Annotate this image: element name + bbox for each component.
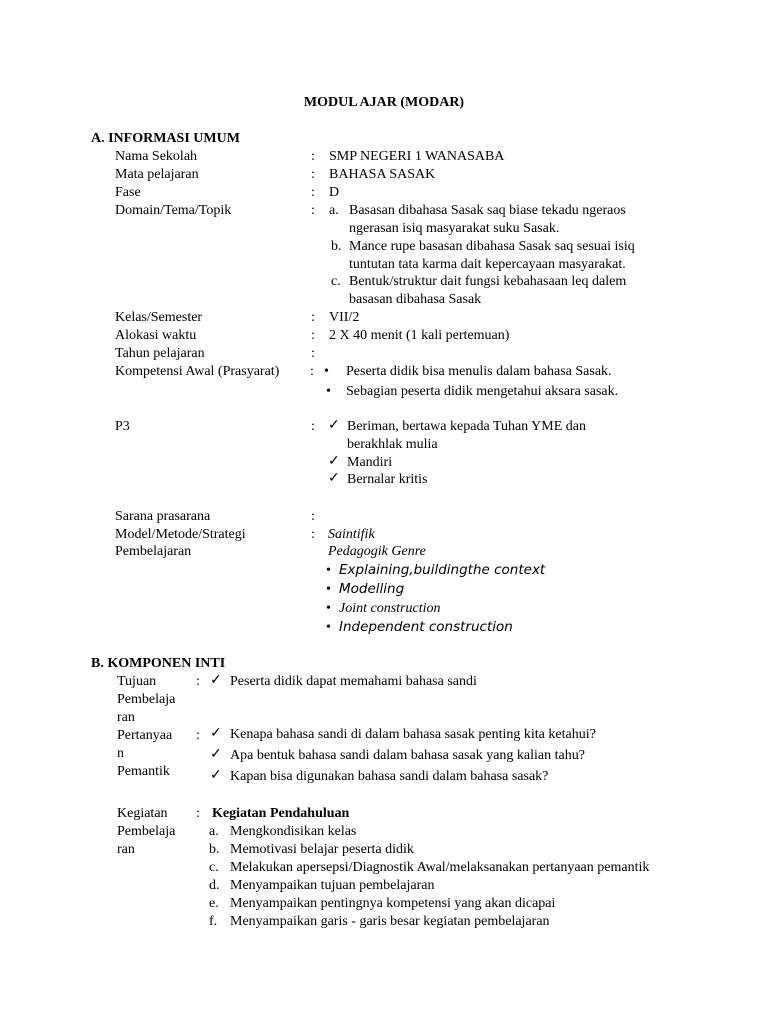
section-b-heading: B. KOMPONEN INTI: [91, 656, 226, 671]
field-label: Pembelaja: [117, 692, 176, 707]
field-label: Sarana prasarana: [115, 509, 211, 524]
list-item-text: Modelling: [339, 581, 405, 597]
colon: :: [311, 185, 315, 200]
list-marker: e.: [209, 896, 219, 911]
list-item-text: Bentuk/struktur dait fungsi kebahasaan leq dalem: [349, 274, 627, 289]
field-label: Kompetensi Awal (Prasyarat): [115, 364, 280, 379]
list-item-text: Menyampaikan pentingnya kompetensi yang akan dicapai: [230, 896, 556, 911]
document-title: MODUL AJAR (MODAR): [303, 95, 465, 110]
field-value: BAHASA SASAK: [329, 167, 436, 182]
field-value: Saintifik: [328, 527, 375, 542]
colon: :: [196, 728, 200, 743]
list-item-text: Independent construction: [339, 619, 513, 635]
field-label: Mata pelajaran: [115, 167, 199, 182]
colon: :: [311, 310, 315, 325]
field-label: ran: [117, 710, 135, 725]
list-item-text: Mance rupe basasan dibahasa Sasak saq sesuai isiq: [349, 239, 635, 254]
list-item-text: Joint construction: [339, 601, 441, 616]
bullet-icon: [326, 619, 331, 637]
field-label: Tujuan: [117, 674, 157, 689]
colon: :: [311, 167, 315, 182]
list-marker: d.: [209, 878, 220, 893]
list-item-text: Explaining,buildingthe context: [339, 562, 546, 578]
list-item-text: basasan dibahasa Sasak: [349, 292, 482, 307]
list-item-text: Kapan bisa digunakan bahasa sandi dalam bahasa sasak?: [230, 769, 549, 784]
list-marker: b.: [209, 842, 220, 857]
field-label: Pertanyaa: [117, 728, 173, 743]
colon: :: [196, 674, 200, 689]
subheading: Kegiatan Pendahuluan: [212, 806, 350, 821]
checkmark-icon: [210, 725, 222, 743]
field-label: Pembelaja: [117, 824, 176, 839]
bullet-icon: [326, 600, 331, 618]
field-label: Pembelajaran: [115, 544, 192, 559]
field-label: Model/Metode/Strategi: [115, 527, 246, 542]
list-item-text: Menyampaikan garis - garis besar kegiatan pembelajaran: [230, 914, 550, 929]
list-item-text: Mandiri: [347, 455, 393, 470]
bullet-icon: [326, 581, 331, 599]
colon: :: [311, 527, 315, 542]
list-item-text: Beriman, bertawa kepada Tuhan YME dan: [347, 419, 586, 434]
list-item-text: Mengkondisikan kelas: [230, 824, 357, 839]
field-label: n: [117, 746, 124, 761]
list-item-text: tuntutan tata karma dait kepercayaan masyarakat.: [349, 257, 626, 272]
list-item-text: Peserta didik bisa menulis dalam bahasa Sasak.: [346, 364, 612, 379]
field-value: D: [329, 185, 340, 200]
colon: :: [311, 203, 315, 218]
bullet-icon: [326, 562, 331, 580]
field-value: 2 X 40 menit (1 kali pertemuan): [329, 328, 510, 343]
checkmark-icon: [210, 672, 222, 690]
list-item-text: Memotivasi belajar peserta didik: [230, 842, 414, 857]
list-marker: a.: [209, 824, 219, 839]
list-marker: c.: [209, 860, 219, 875]
field-label: Pemantik: [117, 764, 170, 779]
field-label: Fase: [115, 185, 141, 200]
checkmark-icon: [210, 746, 222, 764]
checkmark-icon: [328, 453, 340, 471]
field-label: Domain/Tema/Topik: [115, 203, 232, 218]
list-item-text: Peserta didik dapat memahami bahasa sandi: [230, 674, 477, 689]
colon: :: [311, 149, 315, 164]
field-label: P3: [115, 419, 130, 434]
colon: :: [311, 346, 315, 361]
field-value: Pedagogik Genre: [328, 544, 426, 559]
checkmark-icon: [210, 767, 222, 785]
section-a-heading: A. INFORMASI UMUM: [91, 131, 240, 146]
field-value: VII/2: [329, 310, 360, 325]
list-item-text: Basasan dibahasa Sasak saq biase tekadu ngeraos: [349, 203, 626, 218]
list-item-text: Bernalar kritis: [347, 472, 428, 487]
field-label: Alokasi waktu: [115, 328, 197, 343]
colon: :: [311, 509, 315, 524]
list-item-text: Menyampaikan tujuan pembelajaran: [230, 878, 435, 893]
bullet-icon: [326, 383, 331, 401]
field-label: Kegiatan: [117, 806, 168, 821]
checkmark-icon: [328, 417, 340, 435]
colon: :: [311, 419, 315, 434]
list-marker: f.: [209, 914, 218, 929]
field-label: Kelas/Semester: [115, 310, 203, 325]
colon: :: [310, 364, 314, 379]
list-marker: a.: [329, 203, 339, 218]
list-item-text: Kenapa bahasa sandi di dalam bahasa sasak penting kita ketahui?: [230, 727, 596, 742]
colon: :: [311, 328, 315, 343]
list-item-text: Sebagian peserta didik mengetahui aksara sasak.: [346, 384, 619, 399]
list-item-text: Apa bentuk bahasa sandi dalam bahasa sasak yang kalian tahu?: [230, 748, 585, 763]
list-marker: c.: [331, 274, 341, 289]
bullet-icon: [324, 363, 329, 381]
list-item-text: ngerasan isiq masyarakat suku Sasak.: [349, 221, 560, 236]
list-item-text: berakhlak mulia: [347, 437, 438, 452]
field-label: Tahun pelajaran: [115, 346, 205, 361]
checkmark-icon: [328, 470, 340, 488]
field-label: ran: [117, 842, 135, 857]
field-value: SMP NEGERI 1 WANASABA: [329, 149, 505, 164]
list-marker: b.: [331, 239, 342, 254]
field-label: Nama Sekolah: [115, 149, 198, 164]
list-item-text: Melakukan apersepsi/Diagnostik Awal/melaksanakan pertanyaan pemantik: [230, 860, 650, 875]
colon: :: [196, 806, 200, 821]
